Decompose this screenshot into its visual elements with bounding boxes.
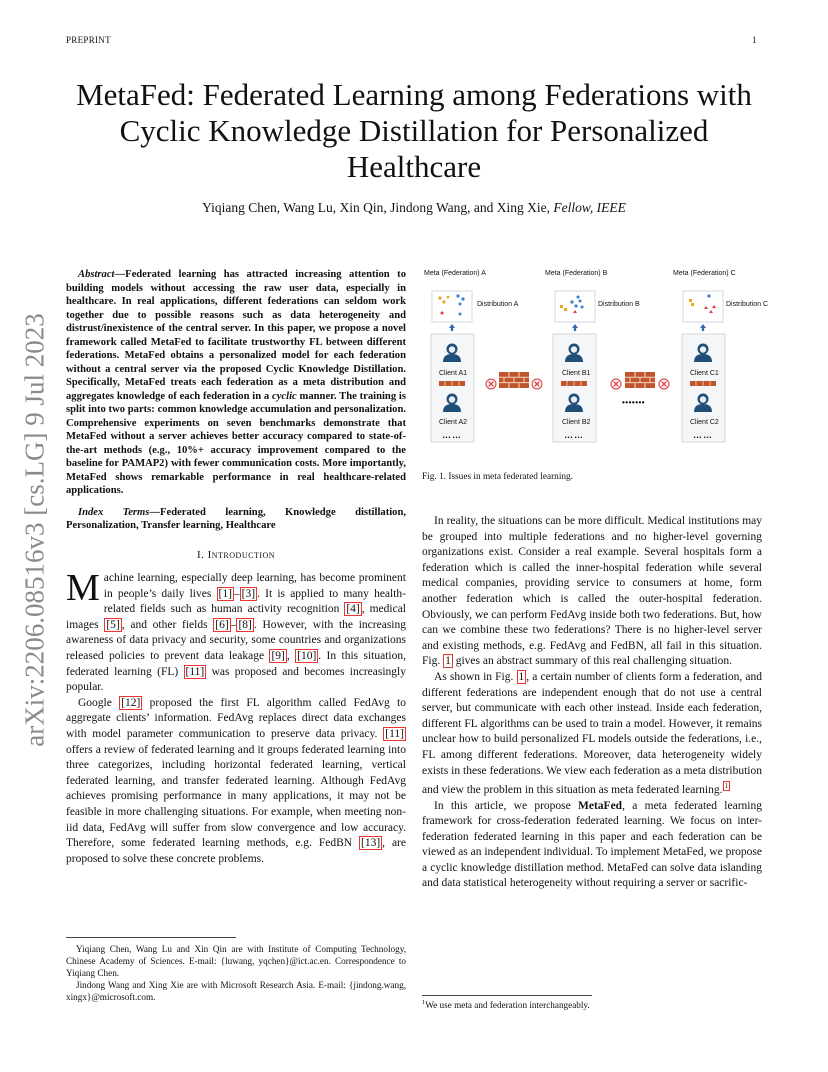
- right-paragraph-1: In reality, the situations can be more difficult. Medical institutions may be grouped into multiple federations and no higher-level governing organizations exist. Consider a real example. Several hospitals form a federation which is called the inner-hospital federation while several medical companies, providing service to consumers at home, form another federation which is called the outer-hospital federation. Obviously, we can perform FedAvg inside both two federations. But, how can we combine these two federations? There is no higher-level server and existing methods, e.g. FedAvg and FedBN, all fail in this situation. Fig. 1 gives an abstract summary of this real challenging situation.: [422, 515, 762, 668]
- distribution-label-b: Distribution B: [598, 301, 640, 308]
- meta-label-a: Meta (Federation) A: [424, 270, 486, 277]
- section-heading-introduction: I. Introduction: [196, 548, 276, 561]
- figure-1: [420, 266, 770, 458]
- figure-link[interactable]: 1: [445, 655, 451, 668]
- citation-link[interactable]: [9]: [271, 650, 285, 663]
- right-column: [422, 514, 762, 892]
- citation-link[interactable]: [4]: [346, 603, 360, 616]
- abstract: Abstract—Federated learning has attracted increasing attention to building models without accessing the raw user data, especially in healthcare. In real applications, different federations can seldom work together due to possible reasons such as data heterogeneity and distrust/inexistence of the central server. In this paper, we propose a novel framework called MetaFed to facilitate trustworthy FL between different federations. MetaFed obtains a personalized model for each federation without a central server via the proposed Cyclic Knowledge Distillation. Specifically, MetaFed treats each federation as a meta distribution and aggregates knowledge of each federation in a cyclic manner. The training is split into two parts: common knowledge accumulation and personalization. Comprehensive experiments on seven benchmarks demonstrate that MetaFed without a server achieves better accuracy compared to state-of-the-art methods (e.g., 10%+ accuracy improvement compared to the baseline for PAMAP2) with fewer communication costs. More importantly, MetaFed shows remarkable performance in real healthcare-related applications.: [66, 269, 406, 496]
- client-label-c1: Client C1: [690, 370, 719, 377]
- footnote-link[interactable]: 1: [724, 782, 729, 791]
- client-label-a1: Client A1: [439, 370, 468, 377]
- citation-link[interactable]: [5]: [106, 618, 120, 631]
- drop-cap: M: [66, 567, 100, 610]
- meta-label-c: Meta (Federation) C: [673, 270, 736, 277]
- arxiv-identifier: arXiv:2206.08516v3 [cs.LG] 9 Jul 2023: [19, 313, 50, 747]
- intro-paragraph-2: Google [12] proposed the first FL algorithm called FedAvg to aggregate clients’ information. FedAvg replaces direct data exchanges with model parameter communication to preserve data privacy. [11] offers a review of federated learning and it groups federated learning into three categorizes, including horizontal federated learning, vertical federated learning, and transfer federated learning. Although FedAvg achieves promising performance in many applications, it may not be feasible in more challenging situations. For example, when meeting non-iid data, FedAvg will suffer from slow convergence and low accuracy. Therefore, some federated learning methods, e.g. FedBN [13] , are proposed to solve these concrete problems.: [66, 696, 406, 865]
- running-header: PREPRINT: [66, 35, 111, 45]
- citation-link[interactable]: [8]: [238, 618, 252, 631]
- client-label-c2: Client C2: [690, 419, 719, 426]
- figure-link[interactable]: 1: [518, 670, 525, 683]
- ellipsis-middle: •••••••: [622, 398, 646, 407]
- figure-caption: Fig. 1. Issues in meta federated learning.: [422, 472, 574, 482]
- index-terms: Index Terms—Federated learning, Knowledge distillation, Personalization, Transfer learning, Healthcare: [66, 506, 406, 531]
- right-paragraph-3: In this article, we propose MetaFed, a meta federated learning framework for cross-federation federated learning. We focus on inter-federation federated learning in this paper and each federation can be viewed as an independent individual. To implement MetaFed, we propose a cyclic knowledge distillation method. MetaFed can solve data islanding and data statistical heterogeneity without requiring a server or sacrific-: [422, 799, 762, 890]
- ellipsis-a: ……: [442, 430, 462, 440]
- client-label-a2: Client A2: [439, 419, 468, 426]
- meta-label-b: Meta (Federation) B: [545, 270, 608, 277]
- citation-link[interactable]: [11]: [385, 728, 404, 741]
- distribution-label-a: Distribution A: [477, 301, 519, 308]
- citation-link[interactable]: [6]: [215, 618, 229, 631]
- paper-title: MetaFed: Federated Learning among Federations with Cyclic Knowledge Distillation for Personalized Healthcare: [76, 77, 752, 184]
- page-number: 1: [752, 35, 757, 45]
- citation-link[interactable]: [12]: [121, 696, 141, 709]
- citation-link[interactable]: [1]: [218, 587, 232, 600]
- ellipsis-b: ……: [564, 430, 584, 440]
- left-column: [66, 268, 406, 867]
- citation-link[interactable]: [10]: [297, 650, 317, 663]
- footnote-1: $^1$We use meta and federation interchangeably.: [422, 999, 762, 1010]
- citation-link[interactable]: [13]: [360, 837, 381, 850]
- citation-link[interactable]: [11]: [185, 665, 205, 678]
- ellipsis-c: ……: [693, 430, 713, 440]
- affiliation-footnotes: Yiqiang Chen, Wang Lu and Xin Qin are with Institute of Computing Technology, Chinese Academy of Sciences. E-mail: {luwang, yqchen}@ict.ac.en. Correspondence to Yiqiang Chen. Jindong Wang and Xing Xie are with Microsoft Research Asia. E-mail: {jindong.wang, xingx}@microsoft.com.: [66, 943, 406, 1003]
- author-list: Yiqiang Chen, Wang Lu, Xin Qin, Jindong Wang, and Xing Xie, Fellow, IEEE: [202, 200, 626, 215]
- intro-paragraph-1: Machine learning, especially deep learning, has become prominent in people’s daily lives [1] – [3] . It is applied to many health-related fields such as human activity recognition [4] , medical images [5] , and other fields [6] – [8] . However, with the increasing awareness of data privacy and security, some countries and organizations released policies to prevent data leakage [9] , [10] . In this situation, federated learning (FL) [11] was proposed and becomes increasingly popular.: [66, 567, 407, 694]
- client-label-b2: Client B2: [562, 419, 591, 426]
- client-label-b1: Client B1: [562, 370, 591, 377]
- right-paragraph-2: As shown in Fig. 1 , a certain number of clients form a federation, and different federations are independent enough that do not use a central server, but communicate with each other instead. Inside each federation, different FL algorithms can be used to train a model. However, it remains unclear how to build personalized FL models outside the federations, i.e., FL among different federations. Moreover, data heterogeneity widely exists in these federations. We view each federation as a meta distribution and view the problem in this situation as meta federated learning. $^1$: [422, 670, 762, 796]
- citation-link[interactable]: [3]: [241, 587, 256, 600]
- distribution-label-c: Distribution C: [726, 301, 769, 308]
